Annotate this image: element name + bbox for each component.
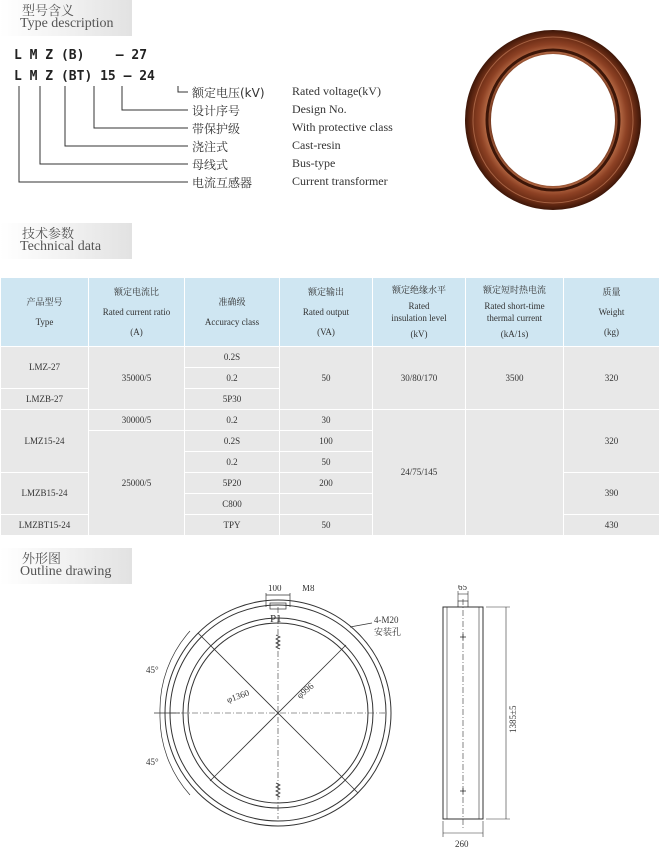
legend-zh-ct: 电流互感器	[192, 176, 253, 190]
cell-type: LMZB-27	[1, 389, 89, 410]
side-height: 1385±5	[508, 705, 518, 733]
label-p1: P1	[270, 613, 282, 625]
table-header-row	[1, 278, 659, 347]
section-title-en: Type description	[20, 16, 114, 31]
product-photo-ring	[458, 22, 648, 212]
cell-accuracy: 0.2	[185, 452, 280, 473]
cell-ratio: 35000/5	[89, 347, 185, 410]
header-ratio: 额定电流比 Rated current ratio (A)	[89, 278, 185, 347]
legend-zh-protective: 带保护级	[192, 122, 241, 136]
mount-zh: 安装孔	[374, 628, 402, 638]
legend-en-voltage: Rated voltage(kV)	[292, 84, 381, 98]
cell-type: LMZ15-24	[1, 410, 89, 473]
cell-output: 100	[280, 431, 373, 452]
section-title-zh: 外形图	[22, 551, 62, 566]
section-banner-outline	[0, 548, 132, 584]
legend-zh-voltage: 额定电压(kV)	[192, 86, 265, 100]
dim-width-top: 100	[268, 585, 282, 593]
cell-output: 200	[280, 473, 373, 494]
legend-en-cast: Cast-resin	[292, 138, 341, 152]
cell-weight: 390	[564, 473, 659, 515]
header-weight: 质量 Weight (kg)	[564, 278, 659, 347]
header-type: 产品型号 Type	[1, 278, 89, 347]
cell-type: LMZBT15-24	[1, 515, 89, 536]
cell-accuracy: 0.2S	[185, 431, 280, 452]
legend-zh-bus: 母线式	[192, 158, 229, 172]
cell-ratio: 30000/5	[89, 410, 185, 431]
section-title-en: Outline drawing	[20, 564, 112, 579]
cell-output: 50	[280, 452, 373, 473]
type-code-line-1: L M Z (B) — 27	[14, 48, 148, 63]
legend-en-ct: Current transformer	[292, 174, 388, 188]
cell-accuracy: 5P20	[185, 473, 280, 494]
angle-top: 45°	[146, 665, 159, 675]
header-thermal: 额定短时热电流 Rated short-time thermal current (kA/1s)	[466, 278, 564, 347]
cell-weight: 320	[564, 410, 659, 473]
cell-accuracy: C800	[185, 494, 280, 515]
cell-output: 50	[280, 347, 373, 410]
legend-en-bus: Bus-type	[292, 156, 336, 170]
cell-insulation: 24/75/145	[373, 410, 466, 536]
legend-en-design: Design No.	[292, 102, 347, 116]
angle-bottom: 45°	[146, 757, 159, 767]
outline-side-view	[430, 585, 550, 850]
cell-type: LMZ-27	[1, 347, 89, 389]
technical-data-table	[0, 277, 659, 536]
header-insulation: 额定绝缘水平 Rated insulation level (kV)	[373, 278, 466, 347]
header-output: 额定输出 Rated output (VA)	[280, 278, 373, 347]
section-banner-tech	[0, 223, 132, 259]
inner-diameter: φ996	[294, 680, 316, 701]
side-top-width: 65	[458, 585, 467, 592]
cell-accuracy: 0.2S	[185, 347, 280, 368]
cell-accuracy: 0.2	[185, 368, 280, 389]
cell-output	[280, 494, 373, 515]
header-accuracy: 准确级 Accuracy class	[185, 278, 280, 347]
cell-insulation: 30/80/170	[373, 347, 466, 410]
cell-output: 50	[280, 515, 373, 536]
cell-accuracy: 0.2	[185, 410, 280, 431]
table-row	[1, 410, 659, 431]
side-bottom-width: 260	[455, 839, 469, 849]
section-title-zh: 型号含义	[22, 3, 75, 18]
type-code-line-2: L M Z (BT) 15 — 24	[14, 69, 155, 84]
cell-thermal: 3500	[466, 347, 564, 410]
outer-diameter: φ1360	[225, 687, 251, 705]
cell-accuracy: 5P30	[185, 389, 280, 410]
legend-en-protective: With protective class	[292, 120, 393, 134]
section-title-en: Technical data	[20, 239, 102, 254]
cell-accuracy: TPY	[185, 515, 280, 536]
section-title-zh: 技术参数	[22, 226, 75, 241]
cell-type: LMZB15-24	[1, 473, 89, 515]
dim-bolt: M8	[302, 585, 315, 593]
legend-zh-design: 设计序号	[192, 104, 241, 118]
legend-zh-cast: 浇注式	[192, 140, 229, 154]
mount-qty: 4-M20	[374, 615, 399, 625]
table-row	[1, 347, 659, 368]
cell-weight: 320	[564, 347, 659, 410]
cell-output: 30	[280, 410, 373, 431]
cell-ratio: 25000/5	[89, 431, 185, 536]
cell-weight: 430	[564, 515, 659, 536]
cell-thermal-empty	[466, 410, 564, 536]
